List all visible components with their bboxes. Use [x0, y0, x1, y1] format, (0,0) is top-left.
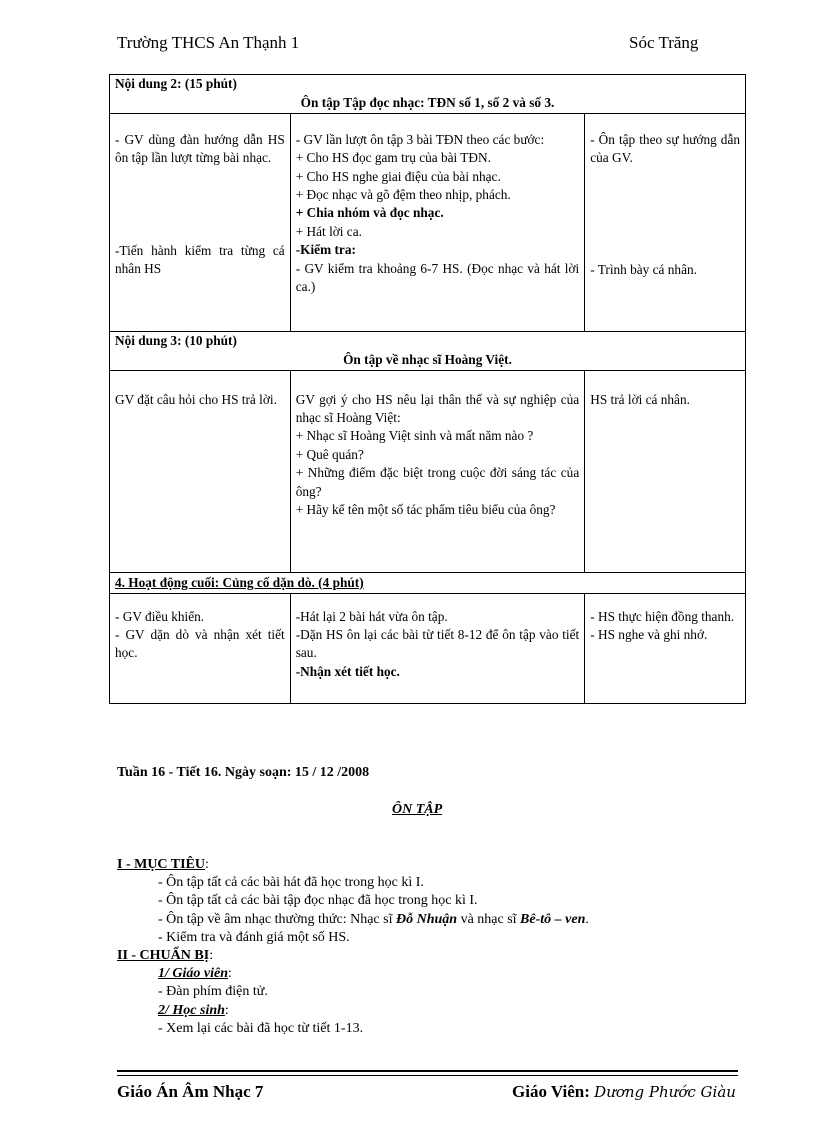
- section2-title: Ôn tập Tập đọc nhạc: TĐN số 1, số 2 và số 3.: [300, 95, 555, 111]
- teacher-colon: :: [228, 966, 232, 982]
- lesson-title: ÔN TẬP: [392, 802, 443, 817]
- activity4-header-row: [110, 572, 746, 593]
- school-name: Trường THCS An Thạnh 1: [117, 33, 300, 52]
- footer-rule-thick: [117, 1070, 738, 1072]
- section2-col2-line3: + Cho HS nghe giai điệu của bài nhạc.: [295, 168, 501, 184]
- activity4-col2-line1: -Hát lại 2 bài hát vừa ôn tập.: [295, 608, 448, 624]
- section2-col2-line7: -Kiểm tra:: [295, 242, 356, 258]
- section3-title: Ôn tập về nhạc sĩ Hoàng Việt.: [343, 352, 512, 368]
- section3-col2-line2: + Nhạc sĩ Hoàng Việt sinh và mất năm nào ?: [295, 428, 534, 444]
- footer-rule-thin: [117, 1075, 738, 1076]
- objective-3-end: .: [585, 911, 589, 927]
- objectives-section: [117, 856, 717, 1038]
- section2-content-row: [110, 113, 746, 331]
- section3-col3-line1: HS trả lời cá nhân.: [590, 391, 690, 407]
- section2-label: Nội dung 2: (15 phút): [115, 76, 237, 91]
- section2-col1-line2: -Tiến hành kiểm tra từng cá nhân HS: [115, 242, 285, 277]
- activity4-col1-line1: - GV điều khiển.: [115, 608, 205, 624]
- teacher-signature: Dương Phước Giàu: [594, 1083, 736, 1101]
- objective-3-text: - Ôn tập về âm nhạc thường thức: Nhạc sĩ: [158, 911, 396, 927]
- section2-col2-line2: + Cho HS đọc gam trụ của bài TĐN.: [295, 150, 491, 166]
- section3-col2-line1: GV gợi ý cho HS nêu lại thân thế và sự nghiệp của nhạc sĩ Hoàng Việt:: [295, 391, 580, 426]
- composer-do-nhuan: Đỗ Nhuận: [395, 911, 458, 927]
- objectives-heading: I - MỤC TIÊU: [117, 857, 206, 872]
- objective-2: - Ôn tập tất cả các bài tập đọc nhạc đã học trong học kì I.: [158, 893, 478, 909]
- activity4-col3-line1: - HS thực hiện đồng thanh.: [590, 608, 735, 624]
- section3-label: Nội dung 3: (10 phút): [115, 332, 237, 348]
- student-colon: :: [224, 1002, 229, 1018]
- prep-colon: :: [209, 948, 214, 964]
- teacher-item: - Đàn phím điện tử.: [158, 984, 268, 1000]
- student-item: - Xem lại các bài đã học từ tiết 1-13.: [158, 1020, 364, 1036]
- activity4-col1-line2: - GV dặn dò và nhận xét tiết học.: [115, 627, 285, 661]
- lesson-plan-table: [109, 74, 746, 704]
- section2-col3-line2: - Trình bày cá nhân.: [590, 261, 697, 277]
- activity4-content-row: [110, 593, 746, 703]
- section2-col1-line1: - GV dùng đàn hướng dẫn HS ôn tập lần lượt từng bài nhạc.: [115, 131, 285, 166]
- objective-4: - Kiểm tra và đánh giá một số HS.: [158, 929, 350, 945]
- footer-teacher-label: Giáo Viên:: [512, 1082, 590, 1101]
- activity4-col2-line3: -Nhận xét tiết học.: [295, 663, 400, 679]
- objective-1: - Ôn tập tất cả các bài hát đã học trong học kì I.: [158, 875, 424, 891]
- section2-col2-line5: + Chia nhóm và đọc nhạc.: [295, 205, 444, 221]
- activity4-col2-line2: -Dặn HS ôn lại các bài từ tiết 8-12 để ôn tập vào tiết sau.: [295, 627, 580, 661]
- week-line: Tuần 16 - Tiết 16. Ngày soạn: 15 / 12 /2008: [117, 765, 370, 780]
- objective-3: [117, 911, 717, 929]
- section2-col2-line4: + Đọc nhạc và gõ đệm theo nhịp, phách.: [295, 187, 511, 203]
- objective-3-mid: và nhạc sĩ: [457, 911, 521, 927]
- footer-title: Giáo Án Âm Nhạc 7: [117, 1082, 264, 1101]
- section2-col2-line6: + Hát lời ca.: [295, 223, 362, 239]
- section2-header-row: [110, 75, 746, 114]
- section3-col2-line3: + Quê quán?: [295, 446, 364, 462]
- section2-col3-line1: - Ôn tập theo sự hướng dẫn của GV.: [590, 131, 740, 166]
- activity4-col3-line2: - HS nghe và ghi nhớ.: [590, 627, 708, 643]
- section3-col2-line4: + Những điểm đặc biệt trong cuộc đời sáng tác của ông?: [295, 465, 580, 499]
- section3-col1-line1: GV đặt câu hỏi cho HS trả lời.: [115, 391, 277, 407]
- section3-content-row: [110, 370, 746, 572]
- activity4-title: 4. Hoạt động cuối: Củng cố dặn dò. (4 phút): [115, 574, 364, 590]
- section3-col2-line5: + Hãy kể tên một số tác phẩm tiêu biểu của ông?: [295, 502, 556, 518]
- section2-col2-line8: - GV kiểm tra khoảng 6-7 HS. (Đọc nhạc và hát lời ca.): [295, 260, 580, 295]
- section2-col2-line1: - GV lần lượt ôn tập 3 bài TĐN theo các bước:: [295, 131, 545, 147]
- composer-beethoven: Bê-tô – ven: [520, 911, 586, 927]
- section3-header-row: [110, 331, 746, 370]
- teacher-label: 1/ Giáo viên: [158, 966, 228, 982]
- footer-teacher: [512, 1082, 736, 1102]
- objectives-colon: :: [205, 857, 209, 872]
- province-name: Sóc Trăng: [629, 33, 699, 52]
- prep-heading: II - CHUẨN BỊ: [117, 948, 210, 964]
- student-label: 2/ Học sinh: [158, 1002, 225, 1018]
